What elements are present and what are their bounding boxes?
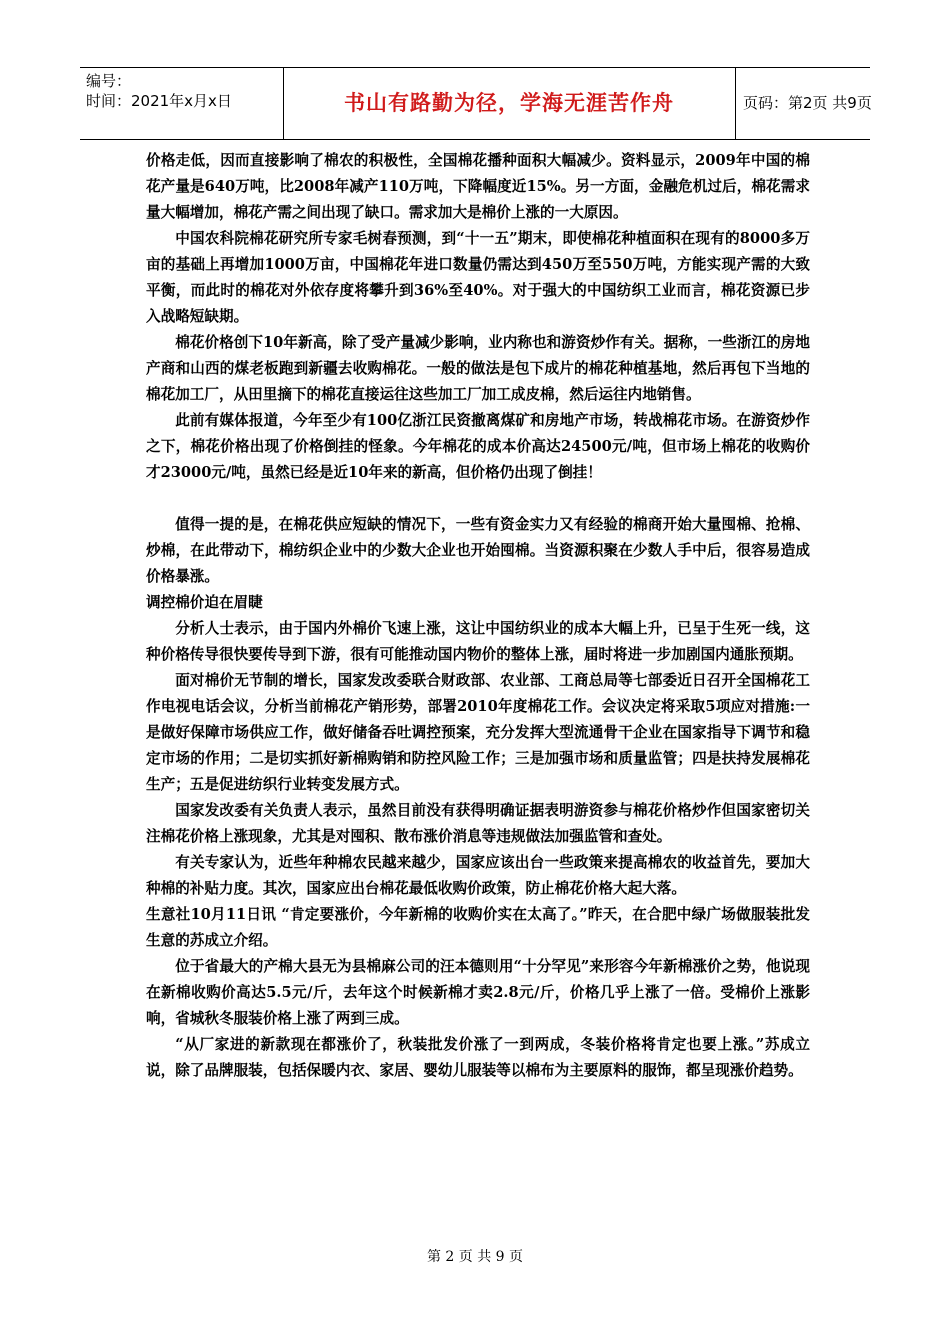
document-body (146, 148, 810, 1084)
paragraph: 此前有媒体报道，今年至少有100亿浙江民资撤离煤矿和房地产市场，转战棉花市场。在游资炒作之下，棉花价格出现了价格倒挂的怪象。今年棉花的成本价高达24500元/吨，但市场上棉花的收购价才23000元/吨，虽然已经是近10年来的新高，但价格仍出现了倒挂！ (146, 412, 810, 481)
paragraph: “从厂家进的新款现在都涨价了，秋装批发价涨了一到两成，冬装价格将肯定也要上涨。”苏成立说，除了品牌服装，包括保暖内衣、家居、婴幼儿服装等以棉布为主要原料的服饰，都呈现涨价趋势。 (146, 1036, 810, 1079)
paragraph-spacer (146, 486, 810, 512)
paragraph: 生意社10月11日讯 “肯定要涨价，今年新棉的收购价实在太高了。”昨天，在合肥中绿广场做服装批发生意的苏成立介绍。 (146, 906, 810, 949)
paragraph: 位于省最大的产棉大县无为县棉麻公司的汪本德则用“十分罕见”来形容今年新棉涨价之势，他说现在新棉收购价高达5.5元/斤，去年这个时候新棉才卖2.8元/斤，价格几乎上涨了一倍。受棉价上涨影响，省城秋冬服装价格上涨了两到三成。 (146, 958, 810, 1027)
paragraph: 值得一提的是，在棉花供应短缺的情况下，一些有资金实力又有经验的棉商开始大量囤棉、抢棉、炒棉，在此带动下，棉纺织企业中的少数大企业也开始囤棉。当资源积聚在少数人手中后，很容易造成价格暴涨。 (146, 516, 810, 585)
section-heading: 调控棉价迫在眉睫 (146, 594, 263, 611)
paragraph: 有关专家认为，近些年种棉农民越来越少，国家应该出台一些政策来提高棉农的收益首先，要加大种棉的补贴力度。其次，国家应出台棉花最低收购价政策，防止棉花价格大起大落。 (146, 854, 810, 897)
paragraph: 棉花价格创下10年新高，除了受产量减少影响，业内称也和游资炒作有关。据称，一些浙江的房地产商和山西的煤老板跑到新疆去收购棉花。一般的做法是包下成片的棉花种植基地，然后再包下当地的棉花加工厂，从田里摘下的棉花直接运往这些加工厂加工成皮棉，然后运往内地销售。 (146, 334, 810, 403)
header-page-info: 页码：第2页 共9页 (743, 94, 872, 112)
paragraph: 国家发改委有关负责人表示，虽然目前没有获得明确证据表明游资参与棉花价格炒作但国家密切关注棉花价格上涨现象，尤其是对囤积、散布涨价消息等违规做法加强监管和查处。 (146, 802, 810, 845)
paragraph: 分析人士表示，由于国内外棉价飞速上涨，这让中国纺织业的成本大幅上升，已呈于生死一线，这种价格传导很快要传导到下游，很有可能推动国内物价的整体上涨，届时将进一步加剧国内通胀预期。 (146, 620, 810, 663)
header-motto: 书山有路勤为径，学海无涯苦作舟 (344, 91, 674, 115)
header-motto-cell (283, 68, 736, 139)
header-meta-cell (80, 68, 284, 139)
paragraph: 面对棉价无节制的增长，国家发改委联合财政部、农业部、工商总局等七部委近日召开全国棉花工作电视电话会议，分析当前棉花产销形势，部署2010年度棉花工作。会议决定将采取5项应对措施:一是做好保障市场供应工作，做好储备吞吐调控预案，充分发挥大型流通骨干企业在国家指导下调节和稳定市场的作用；二是切实抓好新棉购销和防控风险工作；三是加强市场和质量监管；四是扶持发展棉花生产；五是促进纺织行业转变发展方式。 (146, 672, 810, 793)
page-header (80, 67, 870, 140)
paragraph: 价格走低，因而直接影响了棉农的积极性，全国棉花播种面积大幅减少。资料显示，2009年中国的棉花产量是640万吨，比2008年减产110万吨，下降幅度近15%。另一方面，金融危机过后，棉花需求量大幅增加，棉花产需之间出现了缺口。需求加大是棉价上涨的一大原因。 (146, 152, 810, 221)
document-number-label: 编号： (86, 72, 132, 90)
paragraph: 中国农科院棉花研究所专家毛树春预测，到“十一五”期末，即使棉花种植面积在现有的8000多万亩的基础上再增加1000万亩，中国棉花年进口数量仍需达到450万至550万吨，方能实现产需的大致平衡，而此时的棉花对外依存度将攀升到36%至40%。对于强大的中国纺织工业而言，棉花资源已步入战略短缺期。 (146, 230, 810, 325)
header-page-cell (735, 68, 870, 139)
document-date-label: 时间：2021年x月x日 (86, 92, 232, 110)
page-footer: 第 2 页 共 9 页 (426, 1249, 524, 1265)
